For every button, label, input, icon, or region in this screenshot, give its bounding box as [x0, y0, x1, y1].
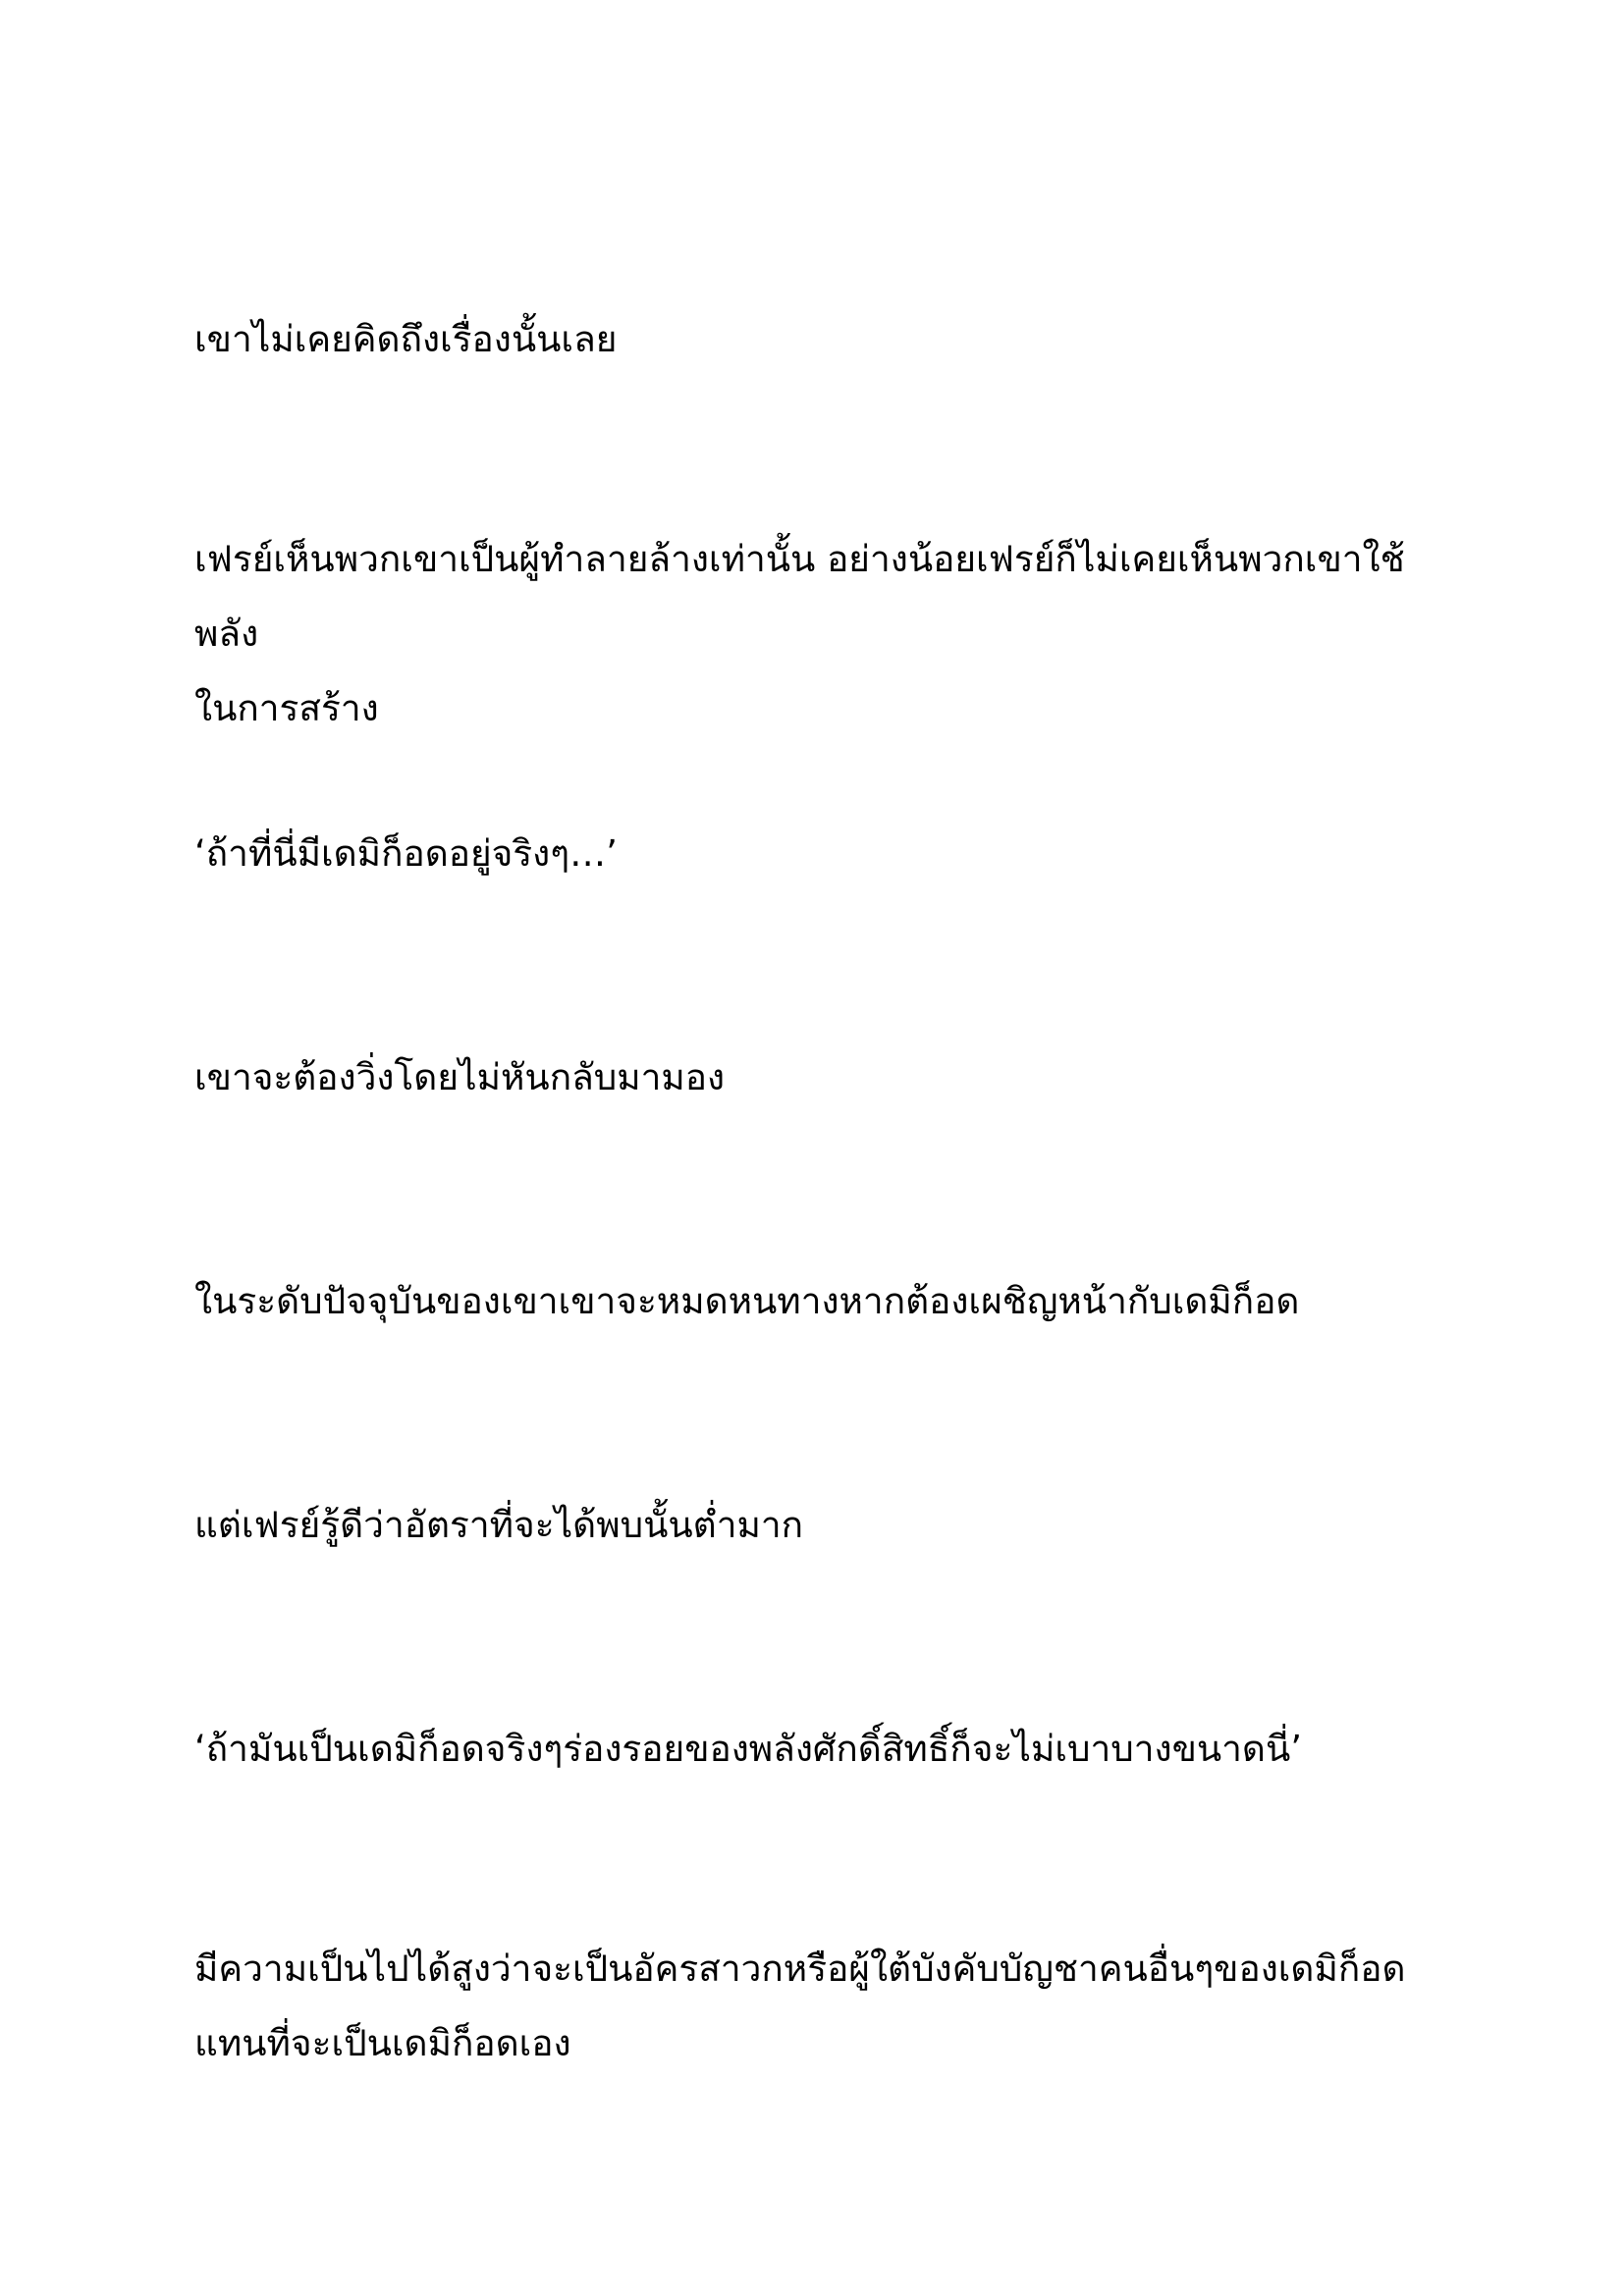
paragraph-2: เฟรย์เห็นพวกเขาเป็นผู้ทำลายล้างเท่านั้น อย่างน้อยเฟรย์ก็ไม่เคยเห็นพวกเขาใช้พลัง ในการสร้าง — [194, 538, 1405, 729]
paragraph-5: ในระดับปัจจุบันของเขาเขาจะหมดหนทางหากต้องเผชิญหน้ากับเดมิก็อด — [194, 1280, 1300, 1322]
paragraph-8: มีความเป็นไปได้สูงว่าจะเป็นอัครสาวกหรือผู้ใต้บังคับบัญชาคนอื่นๆของเดมิก็อด แทนที่จะเป็นเดมิก็อดเอง — [194, 1948, 1406, 2064]
paragraph-4: เขาจะต้องวิ่งโดยไม่หันกลับมามอง — [194, 1056, 726, 1098]
paragraph-1: เขาไม่เคยคิดถึงเรื่องนั้นเลย — [194, 318, 618, 360]
paragraph-6: แต่เฟรย์รู้ดีว่าอัตราที่จะได้พบนั้นต่ำมาก — [194, 1504, 804, 1546]
paragraph-3: ‘ถ้าที่นี่มีเดมิก็อดอยู่จริงๆ…’ — [194, 832, 618, 875]
paragraph-7: ‘ถ้ามันเป็นเดมิก็อดจริงๆร่องรอยของพลังศักดิ์สิทธิ์ก็จะไม่เบาบางขนาดนี่’ — [194, 1728, 1303, 1770]
